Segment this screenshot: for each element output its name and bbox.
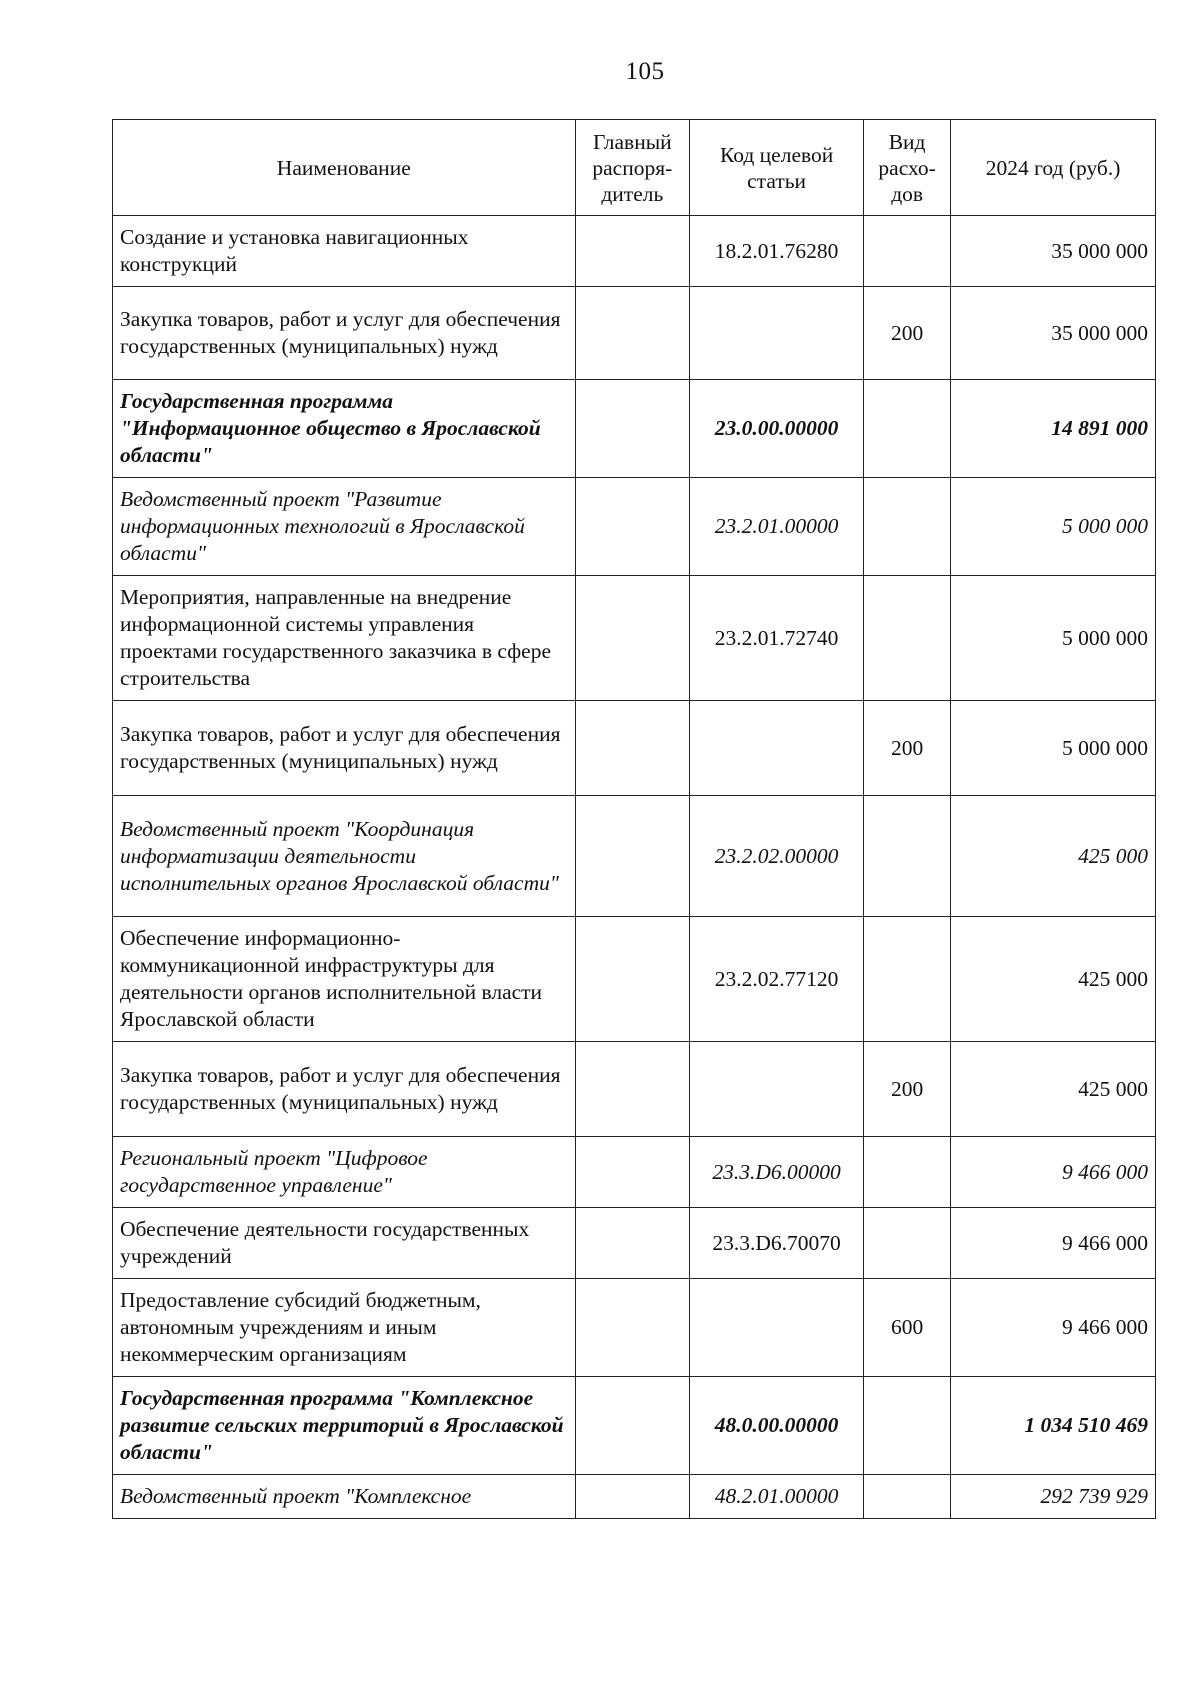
row-name-cell: Закупка товаров, работ и услуг для обеспечения государственных (муниципальных) нужд [113, 1042, 576, 1137]
row-kind-cell [864, 576, 951, 701]
row-admin-cell [575, 287, 690, 380]
row-kind-cell [864, 796, 951, 917]
header-admin: Главный распоря-дитель [575, 120, 690, 216]
row-code-cell: 23.2.02.77120 [690, 917, 864, 1042]
row-code-cell: 23.2.01.72740 [690, 576, 864, 701]
table-row [113, 287, 1156, 380]
table-row [113, 701, 1156, 796]
row-admin-cell [575, 1208, 690, 1279]
table-row [113, 1377, 1156, 1475]
row-code-cell [690, 701, 864, 796]
row-code-cell: 23.3.D6.00000 [690, 1137, 864, 1208]
row-name-cell: Государственная программа "Комплексное развитие сельских территорий в Ярославской области" [113, 1377, 576, 1475]
budget-table [112, 119, 1156, 1519]
row-amount-cell: 5 000 000 [951, 576, 1156, 701]
table-row [113, 1137, 1156, 1208]
table-row [113, 576, 1156, 701]
row-amount-cell: 425 000 [951, 796, 1156, 917]
row-amount-cell: 35 000 000 [951, 216, 1156, 287]
table-row [113, 216, 1156, 287]
table-row [113, 1042, 1156, 1137]
row-admin-cell [575, 917, 690, 1042]
row-code-cell: 23.0.00.00000 [690, 380, 864, 478]
row-kind-cell [864, 1137, 951, 1208]
page-number: 105 [625, 58, 665, 85]
row-kind-cell [864, 478, 951, 576]
table-row [113, 796, 1156, 917]
row-name-cell: Закупка товаров, работ и услуг для обеспечения государственных (муниципальных) нужд [113, 701, 576, 796]
row-name-cell: Ведомственный проект "Комплексное [113, 1475, 576, 1519]
row-code-cell [690, 1279, 864, 1377]
row-name-cell: Создание и установка навигационных конструкций [113, 216, 576, 287]
table-row [113, 1475, 1156, 1519]
row-amount-cell: 35 000 000 [951, 287, 1156, 380]
header-name: Наименование [113, 120, 576, 216]
row-name-cell: Обеспечение информационно-коммуникационной инфраструктуры для деятельности органов исполнительной власти Ярославской области [113, 917, 576, 1042]
row-code-cell: 23.2.01.00000 [690, 478, 864, 576]
row-code-cell: 48.0.00.00000 [690, 1377, 864, 1475]
row-code-cell: 48.2.01.00000 [690, 1475, 864, 1519]
header-kind: Вид расхо-дов [864, 120, 951, 216]
row-admin-cell [575, 796, 690, 917]
row-name-cell: Ведомственный проект "Координация информатизации деятельности исполнительных органов Ярославской области" [113, 796, 576, 917]
header-code: Код целевой статьи [690, 120, 864, 216]
row-amount-cell: 292 739 929 [951, 1475, 1156, 1519]
row-admin-cell [575, 576, 690, 701]
table-header-row [113, 120, 1156, 216]
row-admin-cell [575, 216, 690, 287]
row-kind-cell [864, 1208, 951, 1279]
row-kind-cell [864, 1475, 951, 1519]
table-row [113, 1208, 1156, 1279]
row-amount-cell: 425 000 [951, 1042, 1156, 1137]
row-kind-cell: 200 [864, 287, 951, 380]
row-amount-cell: 5 000 000 [951, 478, 1156, 576]
table-row [113, 1279, 1156, 1377]
row-amount-cell: 425 000 [951, 917, 1156, 1042]
row-code-cell [690, 1042, 864, 1137]
row-name-cell: Государственная программа "Информационное общество в Ярославской области" [113, 380, 576, 478]
row-admin-cell [575, 1377, 690, 1475]
row-amount-cell: 5 000 000 [951, 701, 1156, 796]
row-kind-cell [864, 380, 951, 478]
row-admin-cell [575, 478, 690, 576]
row-kind-cell [864, 917, 951, 1042]
row-code-cell: 23.3.D6.70070 [690, 1208, 864, 1279]
row-name-cell: Закупка товаров, работ и услуг для обеспечения государственных (муниципальных) нужд [113, 287, 576, 380]
row-amount-cell: 9 466 000 [951, 1208, 1156, 1279]
row-kind-cell [864, 216, 951, 287]
header-amount: 2024 год (руб.) [951, 120, 1156, 216]
table-row [113, 380, 1156, 478]
row-code-cell: 18.2.01.76280 [690, 216, 864, 287]
row-admin-cell [575, 1279, 690, 1377]
row-amount-cell: 9 466 000 [951, 1137, 1156, 1208]
row-kind-cell: 200 [864, 1042, 951, 1137]
row-name-cell: Обеспечение деятельности государственных учреждений [113, 1208, 576, 1279]
row-admin-cell [575, 1475, 690, 1519]
table-body [113, 216, 1156, 1519]
row-name-cell: Ведомственный проект "Развитие информационных технологий в Ярославской области" [113, 478, 576, 576]
row-admin-cell [575, 1042, 690, 1137]
row-name-cell: Мероприятия, направленные на внедрение информационной системы управления проектами государственного заказчика в сфере строительства [113, 576, 576, 701]
row-amount-cell: 9 466 000 [951, 1279, 1156, 1377]
row-amount-cell: 14 891 000 [951, 380, 1156, 478]
row-amount-cell: 1 034 510 469 [951, 1377, 1156, 1475]
row-name-cell: Предоставление субсидий бюджетным, автономным учреждениям и иным некоммерческим организациям [113, 1279, 576, 1377]
row-admin-cell [575, 1137, 690, 1208]
row-admin-cell [575, 380, 690, 478]
row-code-cell: 23.2.02.00000 [690, 796, 864, 917]
row-kind-cell: 600 [864, 1279, 951, 1377]
row-admin-cell [575, 701, 690, 796]
table-row [113, 478, 1156, 576]
row-kind-cell [864, 1377, 951, 1475]
row-kind-cell: 200 [864, 701, 951, 796]
table-row [113, 917, 1156, 1042]
row-name-cell: Региональный проект "Цифровое государственное управление" [113, 1137, 576, 1208]
row-code-cell [690, 287, 864, 380]
